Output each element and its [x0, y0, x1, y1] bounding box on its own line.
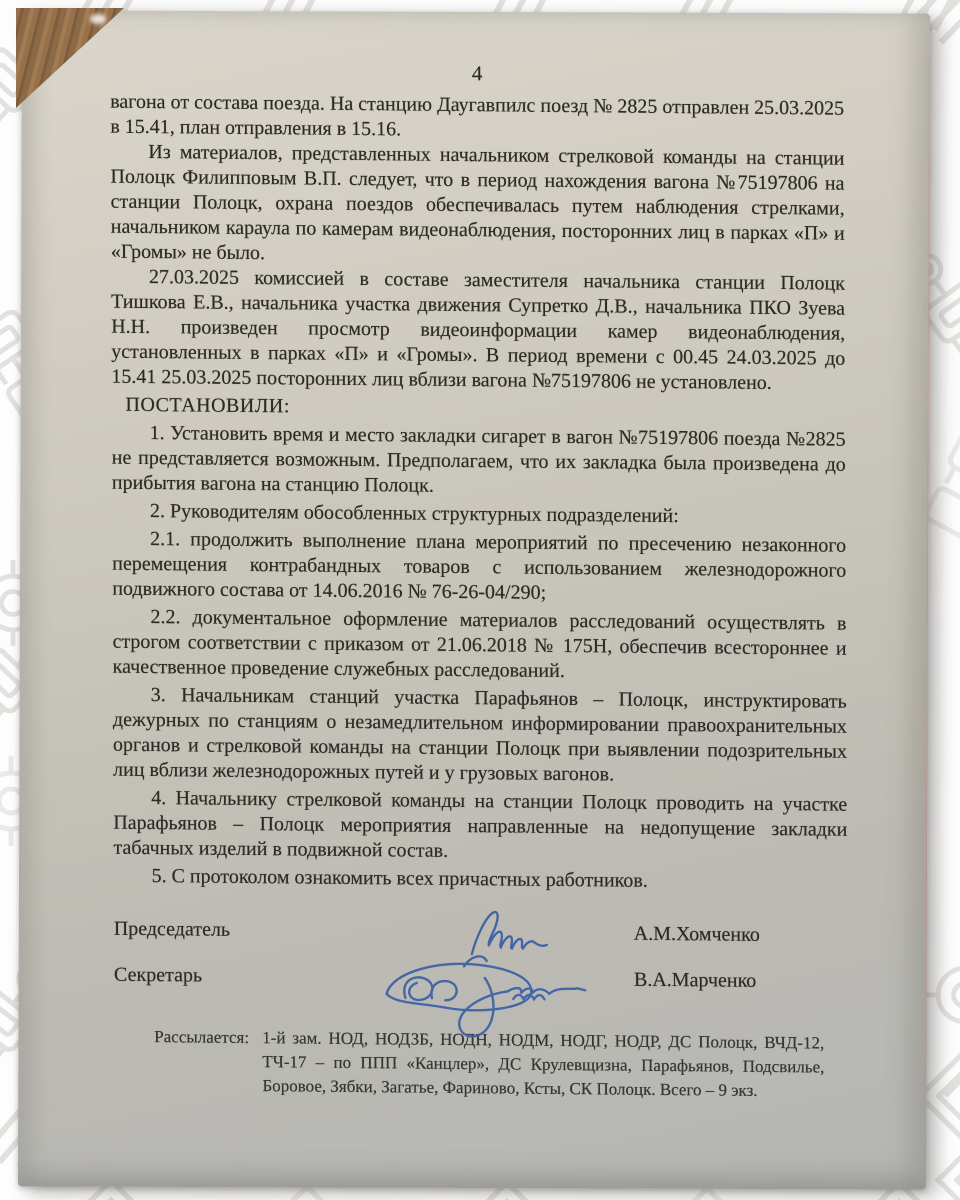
resolution-item: 3. Начальникам станций участка Парафьянов – Полоцк, инструктировать дежурных по станциям о незамедлительном информировании правоохранительных органов и стрелковой команды на станции Полоцк при выявлении подозрительных лиц вблизи железнодорожных путей и у грузовых вагонов.: [112, 684, 848, 786]
body-paragraph: 27.03.2025 комиссией в составе заместителя начальника станции Полоцк Тишкова Е.В., начальника участка движения Супретко Д.В., начальника ПКО Зуева Н.Н. произведен просмотр видеоинформации камер видеонаблюдения, установленных в парках «П» и «Громы». В период времени с 00.45 24.03.2025 до 15.41 25.03.2025 посторонних лиц вблизи вагона №75197806 не установлено.: [111, 265, 846, 394]
resolution-item: 5. С протоколом ознакомить всех причастных работников.: [151, 865, 648, 892]
page-number: 4: [471, 61, 483, 86]
resolution-item: 2.2. документальное оформление материалов расследований осуществлять в строгом соответствии с приказом от 21.06.2018 № 175Н, обеспечив всестороннее и качественное проведение служебных расследований.: [112, 606, 847, 683]
document-content: [110, 58, 849, 1104]
resolution-item: 2. Руководителям обособленных структурных подразделений:: [149, 500, 679, 528]
resolution-item: 4. Начальнику стрелковой команды на станции Полоцк проводить на участке Парафьянов – Полоцк мероприятия направленные на недопущение закладки табачных изделий в подвижной состав.: [113, 787, 848, 862]
body-paragraph: вагона от состава поезда. На станцию Даугавпилс поезд № 2825 отправлен 25.03.2025 в 15.41, план отправления в 15.16.: [110, 90, 845, 141]
distribution-text: 1-й зам. НОД, НОДЗБ, НОДН, НОДМ, НОДГ, НОДР, ДС Полоцк, ВЧД-12, ТЧ-17 – по ППП «Канцлер», ДС Крулевщизна, Парафьянов, Подсвилье, Боровое, Зябки, Загатье, Фариново, Ксты, СК Полоцк. Всего – 9 экз.: [262, 1028, 825, 1100]
signature-block: [114, 917, 848, 1024]
signature-name: В.А.Марченко: [633, 968, 757, 992]
signature-name: А.М.Хомченко: [633, 922, 760, 946]
distribution-label: Рассылается:: [154, 1027, 250, 1047]
resolution-item: 2.1. продолжить выполнение плана мероприятий по пресечению незаконного перемещения контрабандных товаров с использованием железнодорожного подвижного состава от 14.06.2016 № 76-26-04/290;: [112, 528, 847, 604]
signature-role: Председатель: [113, 917, 231, 941]
resolution-item: 1. Установить время и место закладки сигарет в вагон №75197806 поезда №2825 не представляется возможным. Предполагаем, что их закладка была произведена до прибытия вагона на станцию Полоцк.: [111, 422, 846, 497]
body-paragraph: Из материалов, представленных начальником стрелковой команды на станции Полоцк Филипповым В.П. следует, что в период нахождения вагона №75197806 на станции Полоцк, охрана поездов обеспечивалась путем наблюдения стрелками, начальником караула по камерам видеонаблюдения, посторонних лиц в парках «П» и «Громы» не было.: [110, 140, 845, 265]
resolution-heading: ПОСТАНОВИЛИ:: [125, 393, 290, 418]
circuit-node-icon: [922, 952, 960, 1038]
signature-role: Секретарь: [113, 963, 203, 987]
secretary-signature-ink: [370, 937, 594, 1043]
